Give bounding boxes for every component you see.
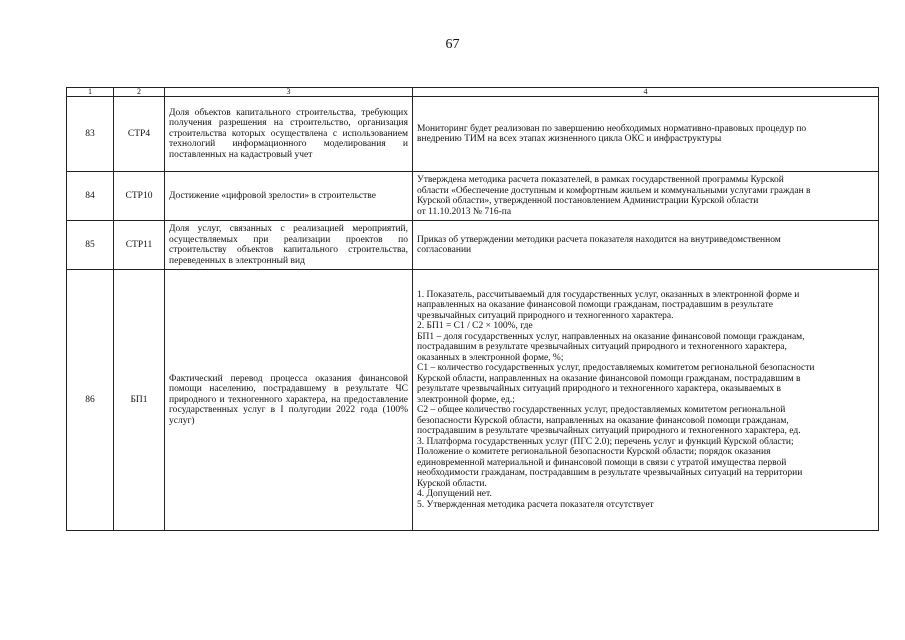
row-number: 84 [67, 172, 114, 221]
column-header-2: 2 [114, 88, 165, 97]
info-line: 5. Утвержденная методика расчета показателя отсутствует [417, 499, 654, 510]
indicator-description: Фактический перевод процесса оказания финансовой помощи населению, пострадавшему в результате ЧС природного и техногенного характера, на предоставление государственных услуг в I полугодии 2022 года (100% услуг) [165, 270, 413, 531]
info-line: Положение о комитете региональной безопасности Курской области; порядок оказания [417, 447, 771, 458]
info-line: С1 – количество государственных услуг, предоставляемых комитетом региональной безопасности [417, 363, 815, 374]
info-line: Мониторинг будет реализован по завершению необходимых нормативно-правовых процедур по [417, 123, 807, 134]
row-number: 86 [67, 270, 114, 531]
indicator-info [413, 221, 879, 270]
indicator-description: Доля услуг, связанных с реализацией мероприятий, осуществляемых при реализации проектов по строительству объектов капитального строительства, переведенных в электронный вид [165, 221, 413, 270]
info-line: 3. Платформа государственных услуг (ПГС 2.0); перечень услуг и функций Курской области; [417, 436, 794, 447]
info-line: направленных на оказание финансовой помощи гражданам, пострадавшим в результате [417, 300, 773, 311]
column-header-3: 3 [165, 88, 413, 97]
indicator-description: Достижение «цифровой зрелости» в строительстве [165, 172, 413, 221]
row-number: 85 [67, 221, 114, 270]
info-line: пострадавшим в результате чрезвычайных ситуаций природного и техногенного характера, ед. [417, 426, 801, 437]
indicator-info [413, 97, 879, 172]
indicator-code: БП1 [114, 270, 165, 531]
info-line: согласовании [417, 245, 472, 255]
page-number: 67 [445, 37, 460, 52]
info-line: области «Обеспечение доступным и комфортным жильем и коммунальными услугами граждан в [417, 185, 811, 196]
info-line: БП1 – доля государственных услуг, направленных на оказание финансовой помощи гражданам, [417, 331, 805, 342]
info-line: 2. БП1 = С1 / С2 × 100%, где [417, 321, 533, 332]
table-row [67, 270, 879, 531]
table-row [67, 221, 879, 270]
indicator-code: СТР4 [114, 97, 165, 172]
info-line: электронной форме, ед.; [417, 394, 515, 405]
column-header-1: 1 [67, 88, 114, 97]
info-line: Курской области. [417, 478, 487, 489]
table-row [67, 97, 879, 172]
indicators-table [66, 87, 879, 531]
indicator-code: СТР11 [114, 221, 165, 270]
column-header-4: 4 [413, 88, 879, 97]
info-line: безопасности Курской области, направленных на оказание финансовой помощи гражданам, [417, 415, 789, 426]
row-number: 83 [67, 97, 114, 172]
info-line: Утверждена методика расчета показателей, в рамках государственной программы Курской [417, 175, 784, 185]
info-line: необходимости гражданам, пострадавшим в результате чрезвычайных ситуаций на территории [417, 468, 803, 479]
info-line: С2 – общее количество государственных услуг, предоставляемых комитетом региональной [417, 405, 786, 416]
table-header-row [67, 88, 879, 97]
indicator-code: СТР10 [114, 172, 165, 221]
info-line: Приказ об утверждении методики расчета показателя находится на внутриведомственном [417, 234, 781, 245]
indicator-info [413, 270, 879, 531]
indicator-description: Доля объектов капитального строительства, требующих получения разрешения на строительство, организация строительства которых осуществлена с использованием технологий информационного моделирования и поставленных на кадастровый учет [165, 97, 413, 172]
info-line: оказанных в электронной форме, %; [417, 352, 564, 363]
info-line: 1. Показатель, рассчитываемый для государственных услуг, оказанных в электронной форме и [417, 289, 800, 300]
info-line: внедрению ТИМ на всех этапах жизненного цикла ОКС и инфраструктуры [417, 134, 722, 144]
info-line: единовременной материальной и финансовой помощи в связи с утратой имущества первой [417, 457, 787, 468]
info-line: результате чрезвычайных ситуаций природного и техногенного характера, оказываемых в [417, 384, 781, 395]
table-row [67, 172, 879, 221]
info-line: пострадавшим в результате чрезвычайных ситуаций природного и техногенного характера, [417, 342, 787, 353]
info-line: 4. Допущений нет. [417, 489, 492, 500]
info-line: от 11.10.2013 № 716-па [417, 206, 512, 217]
info-line: чрезвычайных ситуаций природного и техногенного характера. [417, 310, 674, 321]
info-line: Курской области, направленных на оказание финансовой помощи гражданам, пострадавшим в [417, 373, 801, 384]
info-line: Курской области», утвержденной постановлением Администрации Курской области [417, 196, 759, 206]
indicator-info [413, 172, 879, 221]
